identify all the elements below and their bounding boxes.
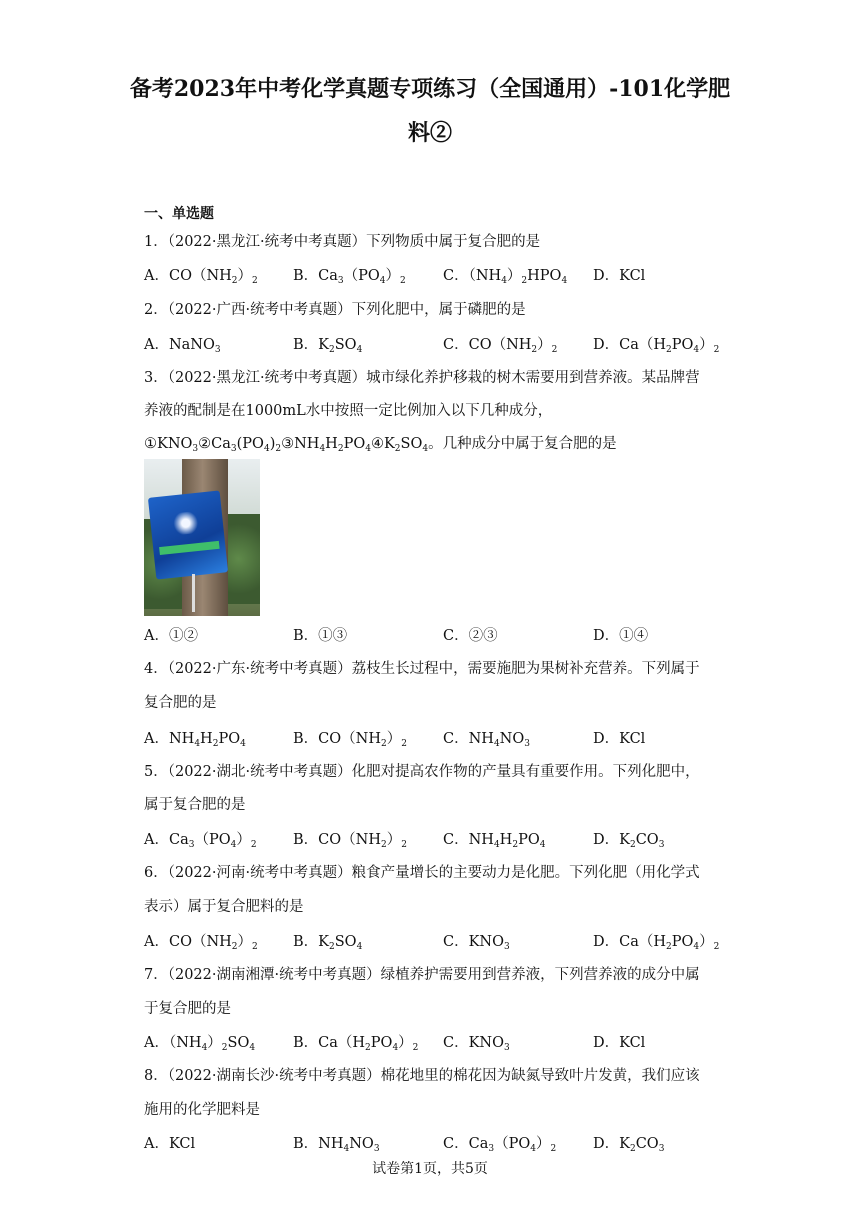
question-4-text: 4．（2022·广东·统考中考真题）荔枝生长过程中，需要施肥为果树补充营养。下列属于 <box>144 661 700 677</box>
document-title-continued: 料② <box>407 120 452 146</box>
section-heading: 一、单选题 <box>144 206 214 222</box>
question-5-text-line2: 属于复合肥的是 <box>144 797 246 813</box>
q4-option-d: D．KCl <box>593 731 646 747</box>
q2-option-d: D．$Ca(H_2PO_4)_2$ <box>593 337 720 355</box>
q2-option-b: B．$K_2SO_4$ <box>293 337 363 355</box>
q8-option-a: A．KCl <box>144 1136 196 1152</box>
nutrient-bag <box>148 490 228 579</box>
q2-option-c: C．$CO(NH_2)_2$ <box>443 337 558 355</box>
q8-option-b: B．$NH_4NO_3$ <box>293 1136 380 1154</box>
q7-option-c: C．$KNO_3$ <box>443 1035 510 1053</box>
q3-option-b: B．①③ <box>293 628 348 644</box>
question-7-text-line2: 于复合肥的是 <box>144 1001 231 1017</box>
nutrient-bag-photo <box>144 459 260 616</box>
foliage-right <box>224 514 260 604</box>
question-6-text-line2: 表示）属于复合肥料的是 <box>144 899 304 915</box>
q6-option-d: D．$Ca(H_2PO_4)_2$ <box>593 934 720 952</box>
q2-option-a: A．NaNO$_3$ <box>144 337 221 355</box>
q6-option-a: A．$CO(NH_2)_2$ <box>144 934 258 952</box>
q4-option-b: B．$CO(NH_2)_2$ <box>293 731 407 749</box>
question-7-text: 7．（2022·湖南湘潭·统考中考真题）绿植养护需要用到营养液，下列营养液的成分中属 <box>144 967 700 983</box>
q1-option-d: D．KCl <box>593 268 646 284</box>
question-2-text: 2．（2022·广西·统考中考真题）下列化肥中，属于磷肥的是 <box>144 302 526 318</box>
question-4-text-line2: 复合肥的是 <box>144 695 217 711</box>
question-8-text-line2: 施用的化学肥料是 <box>144 1102 260 1118</box>
q5-option-c: C．$NH_4H_2PO_4$ <box>443 832 546 850</box>
page-footer: 试卷第1页，共5页 <box>372 1161 488 1177</box>
q8-option-c: C．$Ca_3(PO_4)_2$ <box>443 1136 557 1154</box>
q5-option-a: A．$Ca_3(PO_4)_2$ <box>144 832 257 850</box>
q1-option-a: A．$CO(NH_2)_2$ <box>144 268 258 286</box>
q1-option-c: C．$(NH_4)_2HPO_4$ <box>443 268 568 286</box>
q7-option-d: D．KCl <box>593 1035 646 1051</box>
q8-option-d: D．$K_2CO_3$ <box>593 1136 665 1154</box>
document-title: 备考2023年中考化学真题专项练习（全国通用）-101化学肥 <box>129 76 731 102</box>
drip-tube <box>192 574 195 612</box>
q7-option-a: A．$(NH_4)_2SO_4$ <box>144 1035 256 1053</box>
bag-logo <box>168 510 204 535</box>
question-5-text: 5．（2022·湖北·统考中考真题）化肥对提高农作物的产量具有重要作用。下列化肥中， <box>144 764 700 780</box>
question-1-text: 1．（2022·黑龙江·统考中考真题）下列物质中属于复合肥的是 <box>144 234 541 250</box>
q5-option-b: B．$CO(NH_2)_2$ <box>293 832 407 850</box>
q6-option-b: B．$K_2SO_4$ <box>293 934 363 952</box>
question-3-text-line2: 养液的配制是在1000mL水中按照一定比例加入以下几种成分， <box>144 403 553 419</box>
bag-stripe <box>159 541 220 555</box>
question-6-text: 6．（2022·河南·统考中考真题）粮食产量增长的主要动力是化肥。下列化肥（用化学式 <box>144 865 700 881</box>
q3-option-a: A．①② <box>144 628 198 644</box>
q5-option-d: D．$K_2CO_3$ <box>593 832 665 850</box>
q4-option-c: C．$NH_4NO_3$ <box>443 731 530 749</box>
q7-option-b: B．$Ca(H_2PO_4)_2$ <box>293 1035 419 1053</box>
q3-option-d: D．①④ <box>593 628 649 644</box>
question-3-text: 3．（2022·黑龙江·统考中考真题）城市绿化养护移栽的树木需要用到营养液。某品牌营 <box>144 370 700 386</box>
q4-option-a: A．$NH_4H_2PO_4$ <box>144 731 246 749</box>
question-8-text: 8．（2022·湖南长沙·统考中考真题）棉花地里的棉花因为缺氮导致叶片发黄，我们应该 <box>144 1068 700 1084</box>
q1-option-b: B．$Ca_3(PO_4)_2$ <box>293 268 406 286</box>
q6-option-c: C．$KNO_3$ <box>443 934 510 952</box>
q3-option-c: C．②③ <box>443 628 498 644</box>
question-3-text-line3: $①KNO_3②Ca_3(PO_4)_2③NH_4H_2PO_4④K_2SO_4$。几种成分中属于复合肥的是 <box>144 436 617 454</box>
